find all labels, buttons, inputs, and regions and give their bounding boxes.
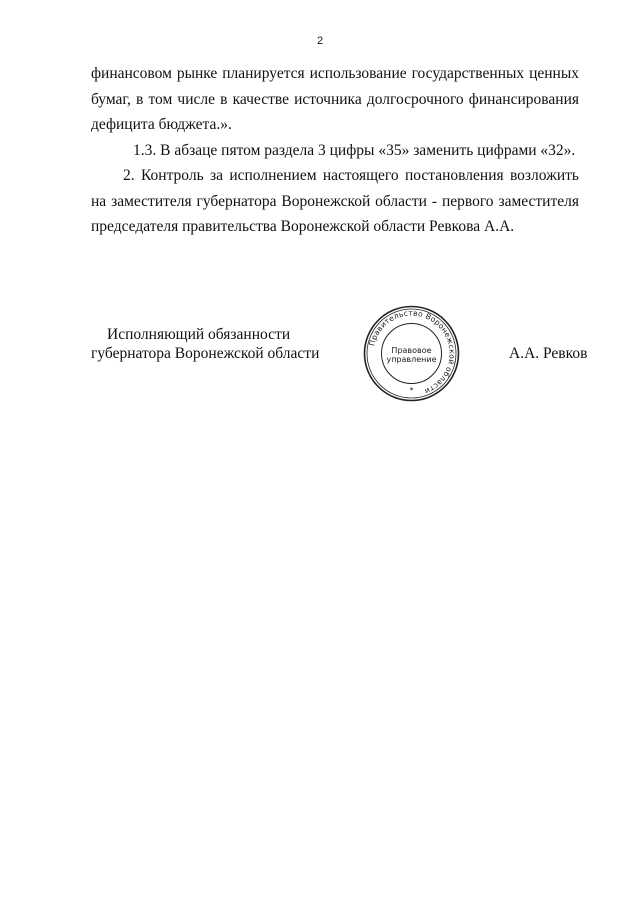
official-seal — [362, 304, 461, 403]
paragraph-continuation: финансовом рынке планируется использование государственных ценных бумаг, в том числе в качестве источника долгосрочного финансирования дефицита бюджета.». — [91, 65, 579, 133]
signatory-title-line-2: губернатора Воронежской области — [91, 345, 320, 362]
page-number: 2 — [316, 35, 324, 47]
seal-ring-text: Правительство Воронежской области — [367, 308, 457, 396]
document-body — [91, 61, 579, 240]
signatory-name: А.А. Ревков — [509, 345, 588, 362]
signatory-title-line-1: Исполняющий обязанности — [107, 326, 291, 343]
paragraph-item-2: 2. Контроль за исполнением настоящего постановления возложить на заместителя губернатора Воронежской области - первого заместителя председателя правительства Воронежской области Ревкова А.А. — [91, 167, 579, 235]
paragraph-item-1-3: 1.3. В абзаце пятом раздела 3 цифры «35» заменить цифрами «32». — [133, 141, 576, 159]
seal-center-line-2: управление — [386, 355, 437, 364]
seal-center-line-1: Правовое — [391, 346, 432, 355]
signatory-title — [91, 325, 331, 363]
seal-star: * — [409, 386, 414, 395]
